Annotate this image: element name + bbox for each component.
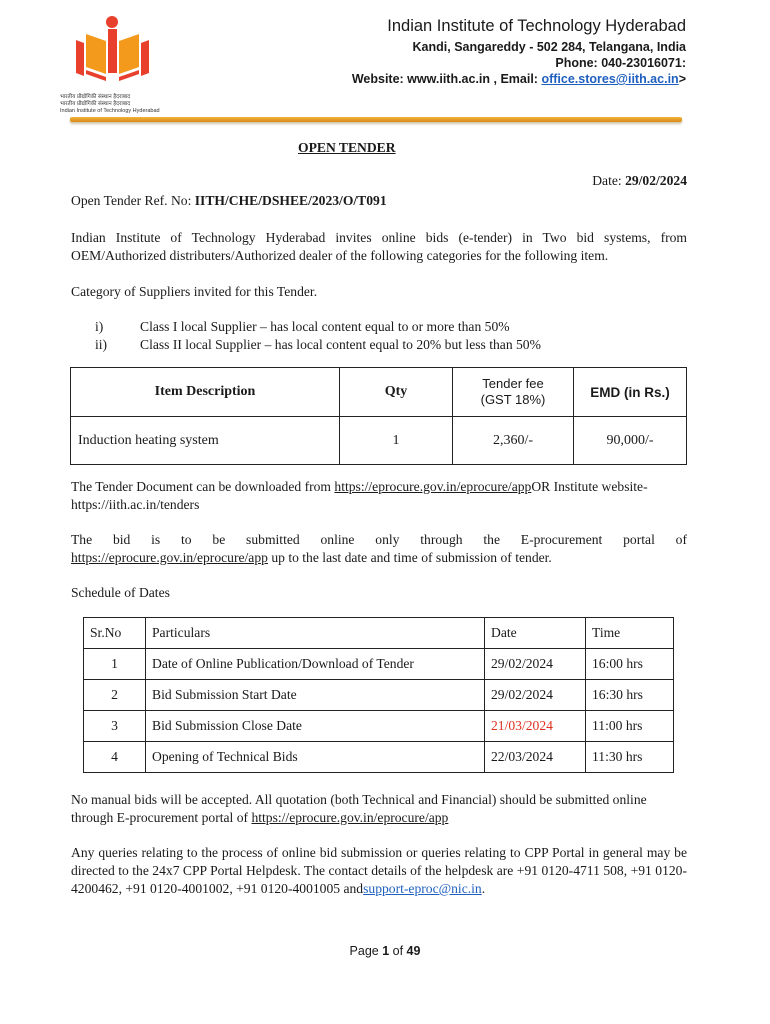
schedule-time: 16:00 hrs bbox=[586, 649, 674, 680]
header-rule bbox=[70, 117, 682, 122]
schedule-particular: Date of Online Publication/Download of Tender bbox=[146, 649, 485, 680]
item-table-header-row bbox=[71, 368, 687, 417]
schedule-no: 2 bbox=[84, 680, 146, 711]
item-emd: 90,000/- bbox=[574, 417, 687, 465]
header-particulars: Particulars bbox=[146, 618, 485, 649]
schedule-time: 16:30 hrs bbox=[586, 680, 674, 711]
bid-text-line2 bbox=[71, 549, 687, 567]
website-suffix: > bbox=[678, 72, 686, 86]
bid-text-line1: The bid is to be submitted online only through the E-procurement portal of bbox=[71, 532, 687, 547]
iith-logo bbox=[60, 14, 192, 114]
page-label: Page bbox=[349, 944, 383, 958]
eprocure-link[interactable]: https://eprocure.gov.in/eprocure/app bbox=[334, 479, 532, 494]
header-item-description: Item Description bbox=[71, 368, 340, 417]
header-emd: EMD (in Rs.) bbox=[574, 368, 687, 417]
intro-paragraph: Indian Institute of Technology Hyderabad invites online bids (e-tender) in Two bid systems, from OEM/Authorized distributers/Authorized dealer of the following categories for the following item. bbox=[71, 230, 687, 263]
institute-address: Kandi, Sangareddy - 502 284, Telangana, India bbox=[412, 40, 686, 54]
email-link[interactable]: office.stores@iith.ac.in bbox=[541, 72, 679, 86]
schedule-time: 11:00 hrs bbox=[586, 711, 674, 742]
category-item bbox=[95, 318, 541, 336]
header-tender-fee bbox=[453, 368, 574, 417]
item-description: Induction heating system bbox=[71, 417, 340, 465]
queries-text: Any queries relating to the process of online bid submission or queries relating to CPP Portal in general may be directed to the 24x7 CPP Portal Helpdesk. The contact details of the helpdesk are +91 0120-4711 508, +91 0120-4200462, +91 0120-4001002, +91 0120-4001005 and bbox=[71, 845, 687, 896]
schedule-date: 29/02/2024 bbox=[485, 649, 586, 680]
download-text: The Tender Document can be downloaded from bbox=[71, 479, 335, 494]
category-text: Class II local Supplier – has local content equal to 20% but less than 50% bbox=[140, 337, 541, 352]
logo-text-hindi-2: भारतीय प्रौद्योगिकी संस्थान हैदराबाद bbox=[60, 101, 131, 107]
page-total: 49 bbox=[406, 944, 421, 958]
schedule-particular: Bid Submission Close Date bbox=[146, 711, 485, 742]
download-text-2: OR Institute website- https://iith.ac.in/tenders bbox=[71, 479, 648, 512]
logo-text-english: Indian Institute of Technology Hyderabad bbox=[60, 108, 160, 114]
schedule-table bbox=[83, 617, 674, 773]
schedule-no: 1 bbox=[84, 649, 146, 680]
page-title: OPEN TENDER bbox=[298, 140, 396, 155]
header-srno: Sr.No bbox=[84, 618, 146, 649]
schedule-particular: Bid Submission Start Date bbox=[146, 680, 485, 711]
tender-ref bbox=[71, 193, 387, 209]
table-row bbox=[84, 680, 674, 711]
manual-text: No manual bids will be accepted. All quotation (both Technical and Financial) should be submitted online through E-procurement portal of bbox=[71, 792, 647, 825]
page-number: 1 bbox=[382, 944, 390, 958]
bid-eprocure-link[interactable]: https://eprocure.gov.in/eprocure/app bbox=[71, 550, 268, 565]
schedule-date: 22/03/2024 bbox=[485, 742, 586, 773]
helpdesk-email-link[interactable]: support-eproc@nic.in bbox=[363, 881, 482, 896]
queries-end: . bbox=[481, 881, 486, 896]
schedule-no: 4 bbox=[84, 742, 146, 773]
schedule-header-row bbox=[84, 618, 674, 649]
category-text: Class I local Supplier – has local content equal to or more than 50% bbox=[140, 319, 510, 334]
page-footer bbox=[0, 944, 770, 958]
header-qty: Qty bbox=[340, 368, 453, 417]
category-item bbox=[95, 336, 541, 354]
iith-logo-icon bbox=[72, 14, 192, 90]
website-text: Website: www.iith.ac.in , Email: bbox=[351, 72, 542, 86]
ref-label: Open Tender Ref. No: bbox=[71, 193, 195, 208]
category-num: ii) bbox=[95, 337, 108, 352]
tender-fee-gst: (GST 18%) bbox=[480, 392, 546, 407]
date-value: 29/02/2024 bbox=[625, 173, 687, 188]
table-row bbox=[84, 649, 674, 680]
item-table bbox=[70, 367, 687, 465]
table-row bbox=[84, 711, 674, 742]
logo-text-hindi-1: भारतीय प्रौद्योगिकी संस्थान हैदराबाद bbox=[60, 94, 131, 100]
item-fee: 2,360/- bbox=[453, 417, 574, 465]
institute-website-line bbox=[352, 72, 686, 86]
header-date: Date bbox=[485, 618, 586, 649]
bid-text-2: up to the last date and time of submission of tender. bbox=[267, 550, 552, 565]
institute-name: Indian Institute of Technology Hyderabad bbox=[387, 17, 686, 35]
tender-date bbox=[592, 173, 687, 189]
manual-eprocure-link[interactable]: https://eprocure.gov.in/eprocure/app bbox=[251, 810, 449, 825]
date-label: Date: bbox=[592, 173, 626, 188]
download-paragraph bbox=[71, 478, 687, 514]
schedule-heading: Schedule of Dates bbox=[71, 585, 170, 600]
table-row bbox=[71, 417, 687, 465]
category-heading: Category of Suppliers invited for this Tender. bbox=[71, 284, 318, 299]
page-of: of bbox=[389, 944, 407, 958]
header-time: Time bbox=[586, 618, 674, 649]
table-row bbox=[84, 742, 674, 773]
ref-value: IITH/CHE/DSHEE/2023/O/T091 bbox=[194, 193, 387, 208]
tender-fee-label: Tender fee bbox=[482, 376, 544, 391]
schedule-time: 11:30 hrs bbox=[586, 742, 674, 773]
schedule-no: 3 bbox=[84, 711, 146, 742]
queries-paragraph bbox=[71, 844, 687, 898]
schedule-date-highlight: 21/03/2024 bbox=[485, 711, 586, 742]
category-num: i) bbox=[95, 319, 104, 334]
category-list bbox=[95, 318, 541, 354]
manual-bids-paragraph bbox=[71, 791, 687, 827]
schedule-date: 29/02/2024 bbox=[485, 680, 586, 711]
institute-phone: Phone: 040-23016071: bbox=[555, 56, 686, 70]
schedule-particular: Opening of Technical Bids bbox=[146, 742, 485, 773]
item-qty: 1 bbox=[340, 417, 453, 465]
